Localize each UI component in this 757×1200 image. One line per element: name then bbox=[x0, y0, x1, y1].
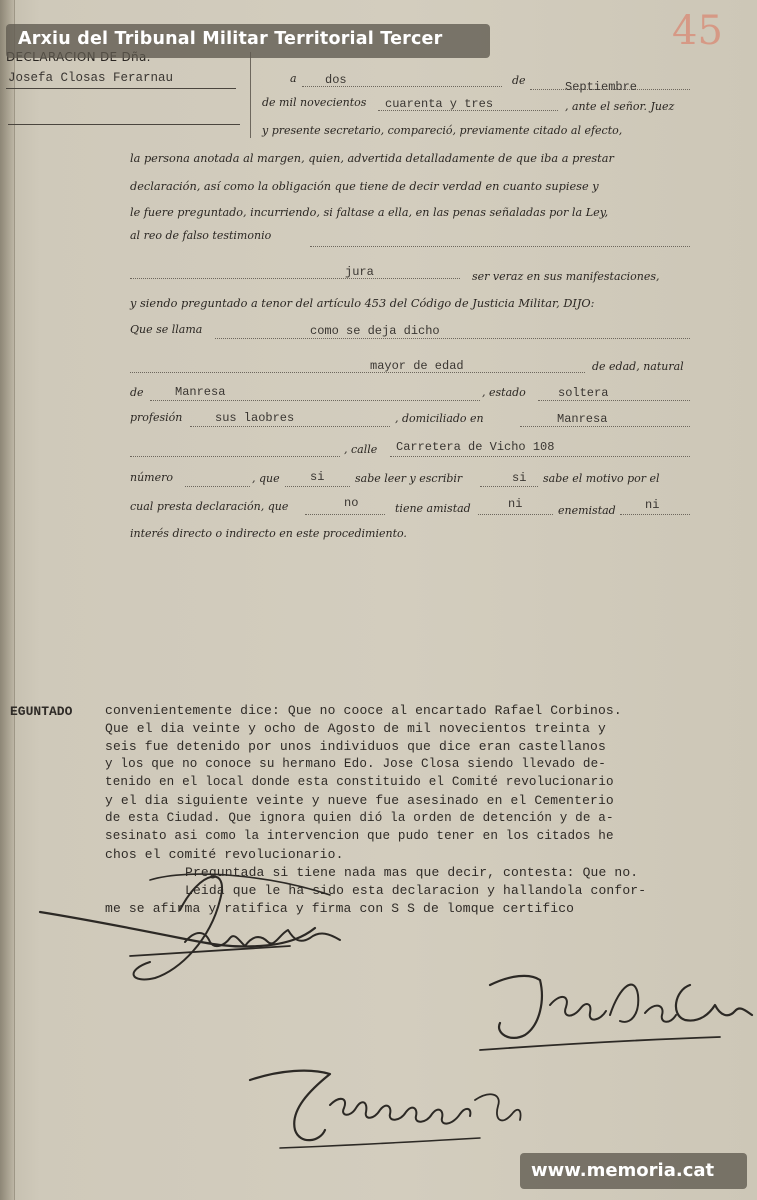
label-declares: cual presta declaración, que bbox=[130, 500, 289, 513]
testimony-line: tenido en el local donde esta constituido el Comité revolucionario bbox=[105, 775, 614, 789]
testimony-line: de esta Ciudad. Que ignora quien dió la orden de detención y de a- bbox=[105, 811, 614, 825]
label-before-judge: , ante el señor. Juez bbox=[565, 100, 675, 113]
label-from: de bbox=[130, 386, 144, 399]
label-age: de edad, natural bbox=[592, 360, 684, 373]
testimony-line: convenientemente dice: Que no cooce al encartado Rafael Corbinos. bbox=[105, 703, 622, 718]
knows-reason-value: si bbox=[512, 471, 527, 485]
archive-banner-text: Arxiu del Tribunal Militar Territorial Tercer bbox=[18, 29, 443, 49]
label-article: y siendo preguntado a tenor del artículo 453 del Código de Justicia Militar, DIJO: bbox=[130, 297, 595, 310]
label-margin: la persona anotada al margen, quien, advertida detalladamente de que iba a prestar bbox=[130, 152, 614, 165]
label-secretary: y presente secretario, compareció, previamente citado al efecto, bbox=[262, 124, 623, 137]
dots-profession bbox=[190, 426, 390, 427]
dots-name bbox=[215, 338, 690, 339]
dots-knows-reason bbox=[480, 486, 538, 487]
watermark-badge bbox=[520, 1153, 747, 1189]
dots-status bbox=[538, 400, 690, 401]
oath-value: jura bbox=[345, 265, 374, 279]
label-truthful: ser veraz en sus manifestaciones, bbox=[472, 270, 660, 283]
domicile-value: Manresa bbox=[557, 412, 608, 426]
testimony-line: Leida que le ha sido esta declaracion y hallandola confor- bbox=[185, 883, 647, 898]
dots-oath bbox=[130, 278, 460, 279]
interest-value: ni bbox=[645, 498, 660, 512]
label-enmity: enemistad bbox=[558, 504, 616, 517]
street-value: Carretera de Vicho 108 bbox=[396, 440, 555, 454]
dots-birthplace bbox=[150, 400, 480, 401]
label-obligation: declaración, así como la obligación que tiene de decir verdad en cuanto supiese y bbox=[130, 180, 599, 193]
testimony-line: sesinato asi como la intervencion que pudo tener en los citados he bbox=[105, 829, 614, 843]
testimony-line: seis fue detenido por unos individuos que dice eran castellanos bbox=[105, 739, 606, 754]
label-friendship: tiene amistad bbox=[395, 502, 471, 515]
enmity-value: ni bbox=[508, 497, 523, 511]
header-rule-2 bbox=[8, 124, 240, 125]
dots-street bbox=[390, 456, 690, 457]
dots-age bbox=[130, 372, 585, 373]
label-interest: interés directo o indirecto en este procedimiento. bbox=[130, 527, 407, 540]
folio-number: 45 bbox=[672, 8, 723, 54]
testimony-line: Que el dia veinte y ocho de Agosto de mil novecientos treinta y bbox=[105, 721, 606, 736]
declarant-name: Josefa Closas Ferarnau bbox=[8, 71, 174, 85]
status-value: soltera bbox=[558, 386, 609, 400]
testimony-line: y el dia siguiente veinte y nueve fue asesinado en el Cementerio bbox=[105, 793, 614, 808]
judge-signature bbox=[30, 850, 380, 990]
testimony-line: y los que no conoce su hermano Edo. Jose Closa siendo llevado de- bbox=[105, 757, 606, 771]
page-binding-edge bbox=[0, 0, 14, 1200]
binding-line bbox=[14, 0, 15, 1200]
label-that: , que bbox=[252, 472, 280, 485]
birthplace-value: Manresa bbox=[175, 385, 226, 399]
label-name: Que se llama bbox=[130, 323, 203, 336]
label-reason: sabe el motivo por el bbox=[543, 472, 660, 485]
watermark-text: www.memoria.cat bbox=[531, 1160, 715, 1181]
testimony-line: Preguntada si tiene nada mas que decir, contesta: Que no. bbox=[185, 865, 639, 880]
label-street: , calle bbox=[344, 443, 378, 456]
label-a: a bbox=[290, 72, 297, 85]
age-value: mayor de edad bbox=[370, 359, 464, 373]
name-value: como se deja dicho bbox=[310, 324, 440, 338]
dots-number bbox=[185, 486, 250, 487]
dots-friendship bbox=[305, 514, 385, 515]
label-status: , estado bbox=[482, 386, 526, 399]
label-domicile: , domiciliado en bbox=[395, 412, 484, 425]
label-de: de bbox=[512, 74, 526, 87]
friendship-value: no bbox=[344, 496, 359, 510]
label-profession: profesión bbox=[130, 411, 183, 424]
testimony-line: me se afirma y ratifica y firma con S S de lomque certifico bbox=[105, 901, 575, 916]
year-value: cuarenta y tres bbox=[385, 97, 494, 111]
label-read: sabe leer y escribir bbox=[355, 472, 463, 485]
dots-enmity bbox=[478, 514, 553, 515]
day-value: dos bbox=[325, 73, 347, 87]
header-margin-line bbox=[250, 52, 251, 138]
testimony-margin-label: EGUNTADO bbox=[10, 704, 73, 719]
dots-domicile bbox=[520, 426, 690, 427]
month-value: Septiembre bbox=[565, 80, 638, 94]
header-rule-1 bbox=[6, 88, 236, 89]
label-penalties: le fuere preguntado, incurriendo, si faltase a ella, en las penas señaladas por la Ley, bbox=[130, 206, 609, 219]
can-read-value: si bbox=[310, 470, 325, 484]
profession-value: sus laobres bbox=[215, 411, 295, 425]
testimony-line: chos el comité revolucionario. bbox=[105, 847, 344, 862]
label-false-testimony: al reo de falso testimonio bbox=[130, 229, 272, 242]
dots-interest bbox=[620, 514, 690, 515]
dots-false-testimony bbox=[310, 246, 690, 247]
dots-street-lead bbox=[130, 456, 340, 457]
label-year: de mil novecientos bbox=[262, 96, 367, 109]
archive-banner bbox=[6, 24, 490, 58]
secretary-signature bbox=[240, 1050, 530, 1160]
dots-can-read bbox=[285, 486, 350, 487]
label-number: número bbox=[130, 471, 173, 484]
